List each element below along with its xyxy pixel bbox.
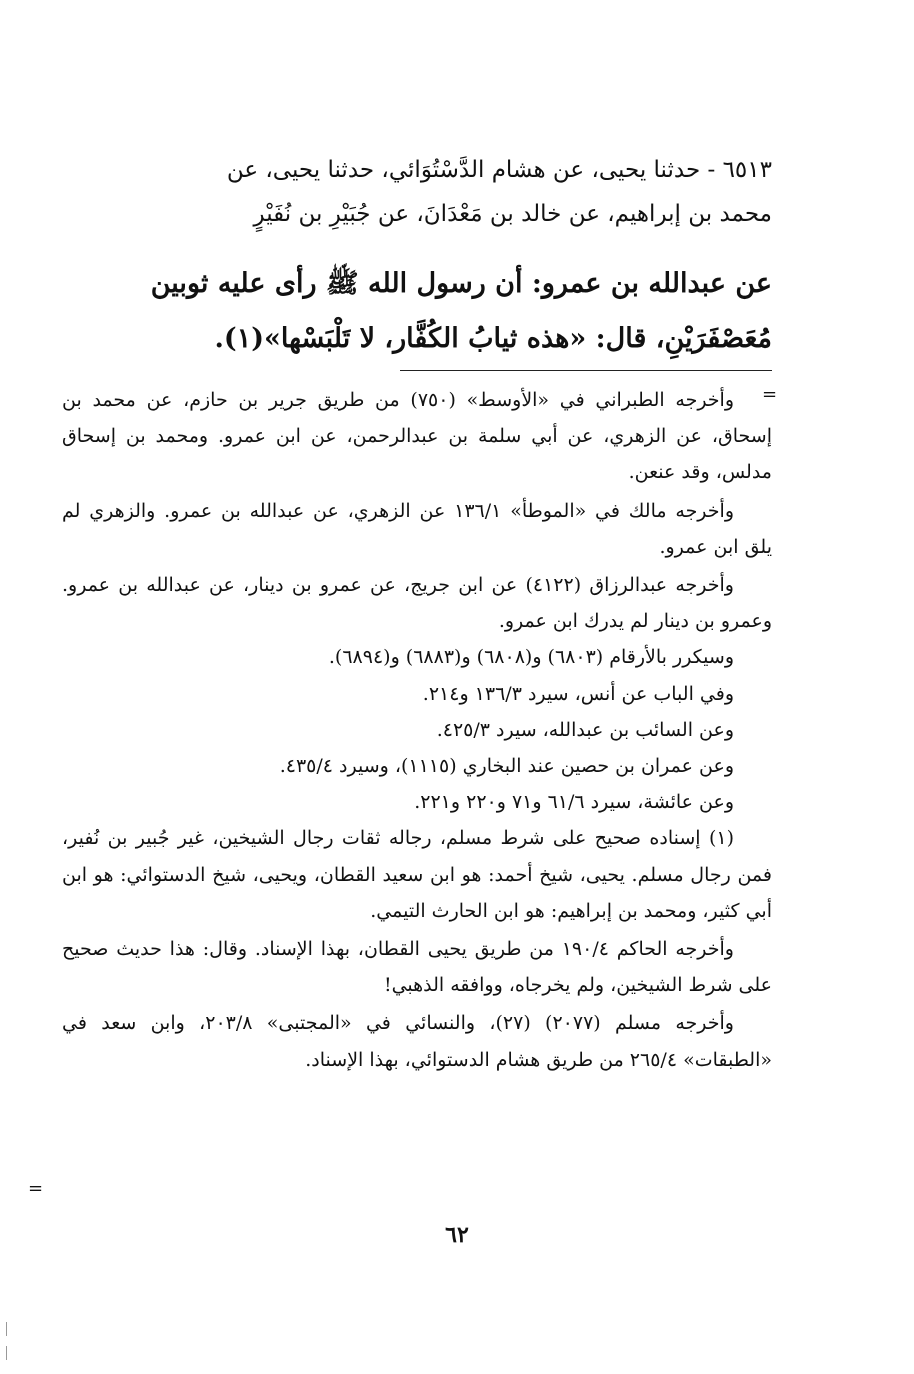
footnote-paragraph: وعن عمران بن حصين عند البخاري (١١١٥)، وسيرد ٤٣٥/٤. (279, 755, 734, 778)
scan-edge-mark (6, 1346, 7, 1360)
hadith-isnad (58, 148, 772, 236)
continuation-mark-top: = (762, 384, 778, 405)
footnote-paragraph: وأخرجه مالك في «الموطأ» ١٣٦/١ عن الزهري، عن عبدالله بن عمرو. والزهري لم يلق ابن عمرو. (62, 499, 772, 558)
footnote-paragraph: وعن عائشة، سيرد ٦١/٦ و٧١ و٢٢٠ و٢٢١. (414, 791, 734, 814)
matn-line-1: عن عبدالله بن عمرو: أن رسول الله ﷺ رأى عليه ثوبين (150, 268, 772, 299)
footnote-paragraph: وأخرجه الطبراني في «الأوسط» (٧٥٠) من طريق جرير بن حازم، عن محمد بن إسحاق، عن الزهري، عن أبي سلمة بن عبدالرحمن، عن ابن عمرو. ومحمد بن إسحاق مدلس، وقد عنعن. (62, 389, 772, 484)
page-number: ٦٢ (445, 1222, 469, 1248)
footnotes (62, 382, 772, 1078)
scan-edge-mark (6, 1322, 7, 1336)
footnote-paragraph: وسيكرر بالأرقام (٦٨٠٣) و(٦٨٠٨) و(٦٨٨٣) و(٦٨٩٤). (328, 646, 734, 669)
continuation-mark-bottom: = (28, 1178, 44, 1199)
footnote-paragraph: وأخرجه عبدالرزاق (٤١٢٢) عن ابن جريج، عن عمرو بن دينار، عن عبدالله بن عمرو. وعمرو بن دينار لم يدرك ابن عمرو. (62, 574, 772, 633)
footnote-paragraph: وعن السائب بن عبدالله، سيرد ٤٢٥/٣. (436, 718, 734, 741)
hadith-line-1: ٦٥١٣ - حدثنا يحيى، عن هشام الدَّسْتُوَائي، حدثنا يحيى، عن (226, 157, 772, 183)
footnote-1: (١) إسناده صحيح على شرط مسلم، رجاله ثقات رجال الشيخين، غير جُبير بن نُفير، فمن رجال مسلم. يحيى، شيخ أحمد: هو ابن سعيد القطان، ويحيى، شيخ الدستوائي: هو ابن أبي كثير، ومحمد بن إبراهيم: هو ابن الحارث التيمي. (62, 827, 772, 922)
footnote-paragraph: وأخرجه مسلم (٢٠٧٧) (٢٧)، والنسائي في «المجتبى» ٢٠٣/٨، وابن سعد في «الطبقات» ٢٦٥/٤ من طريق هشام الدستوائي، بهذا الإسناد. (62, 1012, 772, 1071)
footnote-paragraph: وفي الباب عن أنس، سيرد ١٣٦/٣ و٢١٤. (422, 682, 734, 705)
matn-line-2: مُعَصْفَرَيْنِ، قال: «هذه ثيابُ الكُفَّار، لا تَلْبَسْها»(١). (214, 323, 772, 354)
hadith-line-2: محمد بن إبراهيم، عن خالد بن مَعْدَانَ، عن جُبَيْرِ بن نُفَيْرٍ (253, 201, 772, 227)
hadith-matn (56, 256, 772, 366)
footnote-paragraph: وأخرجه الحاكم ١٩٠/٤ من طريق يحيى القطان، بهذا الإسناد. وقال: هذا حديث صحيح على شرط الشيخين، ولم يخرجاه، ووافقه الذهبي! (62, 938, 772, 997)
footnote-divider (400, 370, 772, 371)
